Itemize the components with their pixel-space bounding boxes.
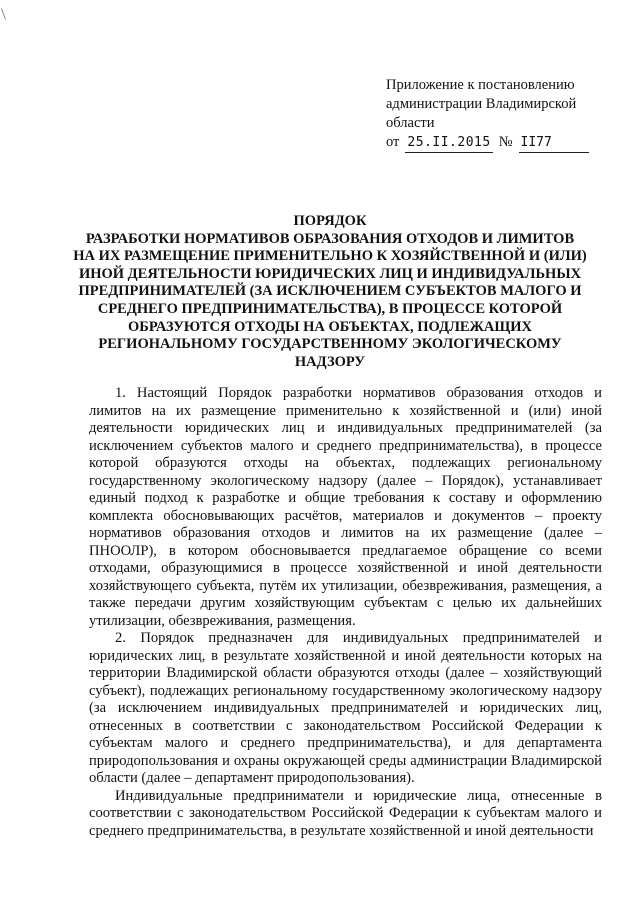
title-line: НАДЗОРУ [294,353,366,370]
paragraph-3: Индивидуальные предприниматели и юридические лица, отнесенные в соответствии с законодательством Российской Федерации к субъектам малого и среднего предпринимательства, в результате хозяйственной и иной деятельности [89,787,602,839]
document-body [89,385,602,840]
header-line-1: Приложение к постановлению [386,77,575,93]
header-line-2: администрации Владимирской [386,96,577,112]
number-sign: № [498,134,513,150]
title-line: РЕГИОНАЛЬНОМУ ГОСУДАРСТВЕННОМУ ЭКОЛОГИЧЕСКОМУ [98,336,562,353]
title-line: ПОРЯДОК [293,213,367,229]
document-date: 25.II.2015 [405,133,492,153]
paragraph-2: 2. Порядок предназначен для индивидуальных предпринимателей и юридических лиц, в результате хозяйственной и иной деятельности которых на территории Владимирской области образуются отходы (далее – хозяйствующий субъект), подлежащих региональному государственному экологическому надзору (за исключением индивидуальных предпринимателей и юридических лиц, отнесенных в соответствии с законодательством Российской Федерации к субъектам малого и среднего предпринимательства), и для департамента природопользования и охраны окружающей среды администрации Владимирской области (далее – департамент природопользования). [89,630,602,786]
scan-mark [1,8,6,20]
title-line: НА ИХ РАЗМЕЩЕНИЕ ПРИМЕНИТЕЛЬНО К ХОЗЯЙСТВЕННОЙ И (ИЛИ) [73,248,587,265]
title-line: СРЕДНЕГО ПРЕДПРИНИМАТЕЛЬСТВА), В ПРОЦЕССЕ КОТОРОЙ [97,300,563,317]
title-line: РАЗРАБОТКИ НОРМАТИВОВ ОБРАЗОВАНИЯ ОТХОДОВ И ЛИМИТОВ [85,230,575,247]
appendix-header [386,76,606,153]
header-line-3: области [386,115,435,131]
date-prefix: от [386,134,400,150]
document-number: II77 [519,133,589,153]
paragraph-1: 1. Настоящий Порядок разработки нормативов образования отходов и лимитов на их размещение применительно к хозяйственной и (или) иной деятельности юридических лиц и индивидуальных предпринимателей (за исключением субъектов малого и среднего предпринимательства), в процессе которой образуются отходы на объектах, подлежащих региональному государственному экологическому надзору (далее – Порядок), устанавливает единый подход к разработке и общие требования к составу и оформлению комплекта обосновывающих расчётов, материалов и документов – проекту нормативов образования отходов и лимитов на их размещение (далее – ПНООЛР), в котором обосновывается предлагаемое обращение со всеми отходами, образующимися в процессе хозяйственной и иной деятельности хозяйствующего субъекта, путём их утилизации, обезвреживания, размещения, а также передачи другим хозяйствующим субъектам с целью их дальнейших утилизации, обезвреживания, размещения. [89,385,602,629]
header-date-row [386,133,606,153]
title-line: ОБРАЗУЮТСЯ ОТХОДЫ НА ОБЪЕКТАХ, ПОДЛЕЖАЩИХ [127,318,533,335]
title-line: ИНОЙ ДЕЯТЕЛЬНОСТИ ЮРИДИЧЕСКИХ ЛИЦ И ИНДИВИДУАЛЬНЫХ [78,265,582,282]
document-title [60,213,600,371]
title-line: ПРЕДПРИНИМАТЕЛЕЙ (ЗА ИСКЛЮЧЕНИЕМ СУБЪЕКТОВ МАЛОГО И [78,283,582,300]
